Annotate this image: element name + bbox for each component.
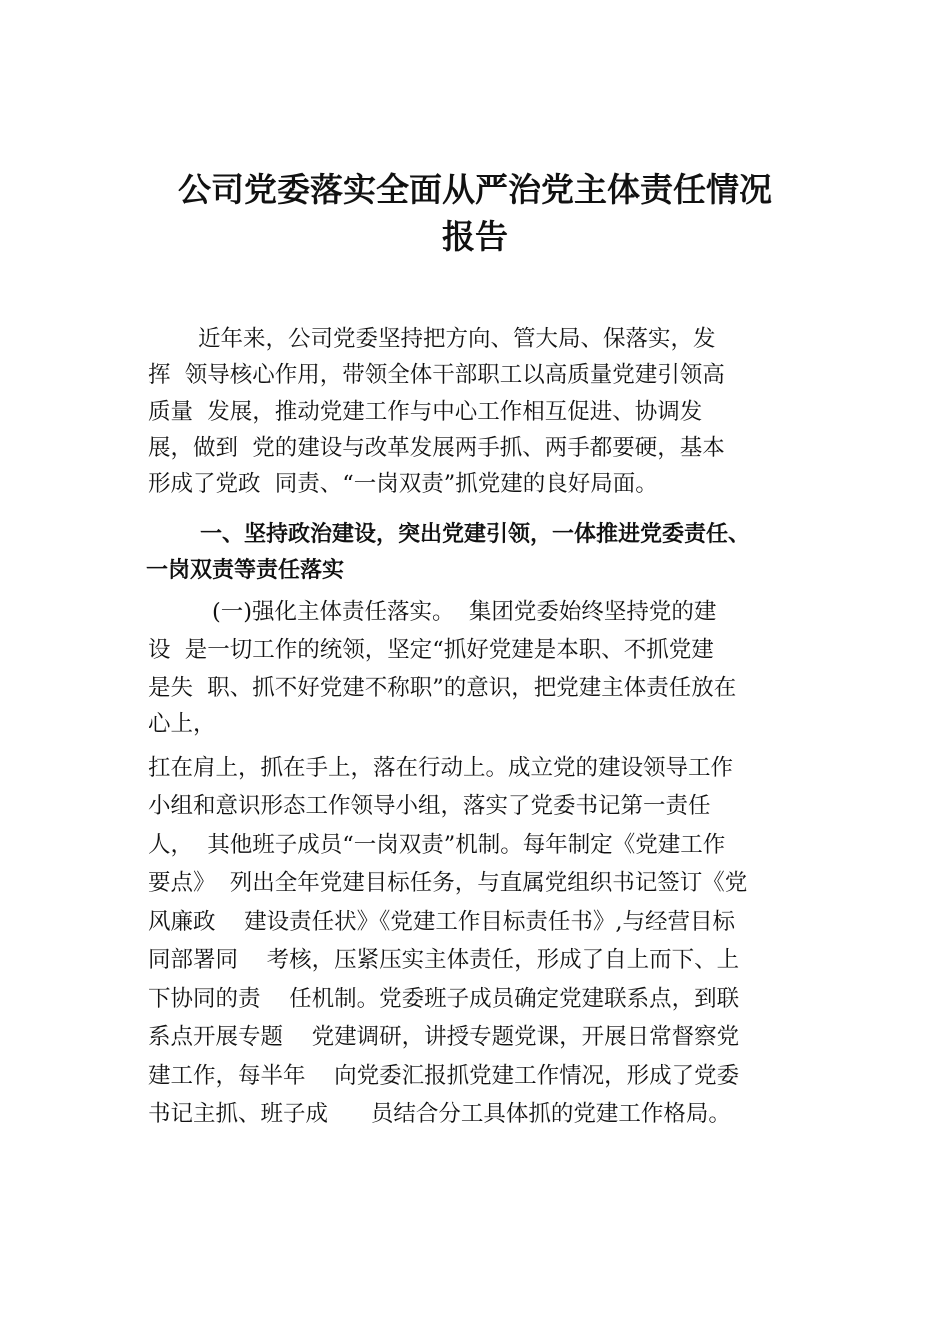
intro-line: 展，做到 党的建设与改革发展两手抓、两手都要硬，基本 xyxy=(148,435,725,461)
intro-line: 形成了党政 同责、“一岗双责”抓党建的良好局面。 xyxy=(148,471,658,497)
subsection-line: 心上， xyxy=(148,711,216,737)
body-line: 要点》 列出全年党建目标任务，与直属党组织书记签订《党 xyxy=(148,870,748,896)
subsection-line: (一)强化主体责任落实。 集团党委始终坚持党的建 xyxy=(212,599,717,625)
body-line: 风廉政 建设责任状》《党建工作目标责任书》,与经营目标 xyxy=(148,909,736,935)
intro-line: 质量 发展，推动党建工作与中心工作相互促进、协调发 xyxy=(148,399,703,425)
body-line: 小组和意识形态工作领导小组，落实了党委书记第一责任 xyxy=(148,793,711,819)
body-line: 扛在肩上，抓在手上，落在行动上。成立党的建设领导工作 xyxy=(148,755,734,781)
body-line: 书记主抓、班子成 员结合分工具体抓的党建工作格局。 xyxy=(148,1101,731,1127)
intro-line: 挥 领导核心作用，带领全体干部职工以高质量党建引领高 xyxy=(148,362,725,388)
body-line: 建工作，每半年 向党委汇报抓党建工作情况，形成了党委 xyxy=(148,1063,740,1089)
body-line: 同部署同 考核，压紧压实主体责任，形成了自上而下、上 xyxy=(148,947,740,973)
subsection-line: 设 是一切工作的统领，坚定“抓好党建是本职、不抓党建 xyxy=(148,637,714,663)
document-title-line-1: 公司党委落实全面从严治党主体责任情况 xyxy=(178,170,772,209)
body-line: 人， 其他班子成员“一岗双责”机制。每年制定《党建工作 xyxy=(148,832,726,858)
section-heading-line-1: 一、坚持政治建设，突出党建引领，一体推进党委责任、 xyxy=(200,522,751,547)
body-line: 下协同的责 任机制。党委班子成员确定党建联系点，到联 xyxy=(148,986,740,1012)
document-title-line-2: 报告 xyxy=(442,217,508,256)
body-line: 系点开展专题 党建调研，讲授专题党课，开展日常督察党 xyxy=(148,1024,740,1050)
intro-line: 近年来，公司党委坚持把方向、管大局、保落实，发 xyxy=(198,326,716,352)
subsection-line: 是失 职、抓不好党建不称职”的意识，把党建主体责任放在 xyxy=(148,675,737,701)
section-heading-line-2: 一岗双责等责任落实 xyxy=(146,558,345,583)
